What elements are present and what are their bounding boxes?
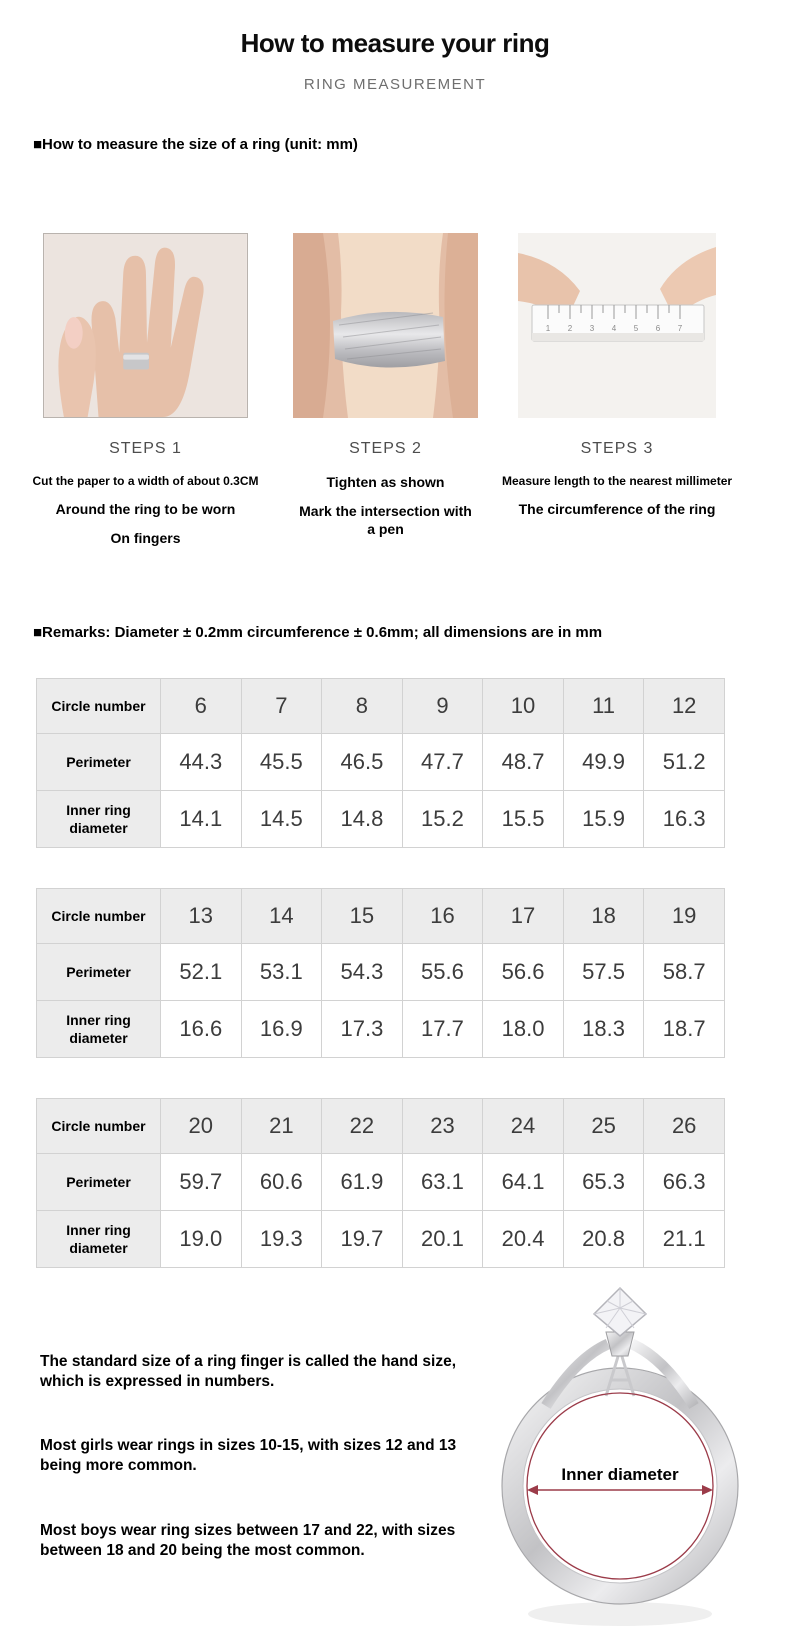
value-cell: 66.3: [644, 1154, 725, 1211]
row-label-cell: Perimeter: [37, 1154, 161, 1211]
value-cell: 18: [563, 889, 644, 944]
note-paragraph: Most boys wear ring sizes between 17 and 22, with sizes between 18 and 20 being the most common.: [40, 1521, 456, 1559]
value-cell: 53.1: [241, 944, 322, 1001]
value-cell: 15.2: [402, 791, 483, 848]
value-cell: 23: [402, 1099, 483, 1154]
value-cell: 25: [563, 1099, 644, 1154]
size-table-1: [36, 678, 725, 848]
step-caption-line: Cut the paper to a width of about 0.3CM: [32, 474, 259, 488]
value-cell: 16: [402, 889, 483, 944]
ruler-number: 3: [589, 324, 595, 333]
value-cell: 48.7: [483, 734, 564, 791]
tightened-band-closeup-photo: [293, 233, 478, 418]
value-cell: 24: [483, 1099, 564, 1154]
value-cell: 19.0: [161, 1211, 242, 1268]
value-cell: 52.1: [161, 944, 242, 1001]
value-cell: 21.1: [644, 1211, 725, 1268]
table-row: [37, 944, 725, 1001]
section-heading: ■How to measure the size of a ring (unit: mm): [33, 136, 358, 153]
value-cell: 18.0: [483, 1001, 564, 1058]
value-cell: 8: [322, 679, 403, 734]
note-paragraph: Most girls wear rings in sizes 10-15, with sizes 12 and 13 being more common.: [40, 1437, 457, 1475]
value-cell: 14.1: [161, 791, 242, 848]
value-cell: 9: [402, 679, 483, 734]
value-cell: 14.8: [322, 791, 403, 848]
value-cell: 19.3: [241, 1211, 322, 1268]
value-cell: 55.6: [402, 944, 483, 1001]
value-cell: 19: [644, 889, 725, 944]
step-caption-line: Mark the intersection with a pen: [299, 503, 472, 537]
value-cell: 17: [483, 889, 564, 944]
row-label-cell: Perimeter: [37, 734, 161, 791]
notes-section: [40, 1352, 475, 1605]
ring-diagram: [468, 1238, 772, 1632]
row-label-cell: Inner ring diameter: [37, 1001, 161, 1058]
step-caption-line: Measure length to the nearest millimeter: [501, 474, 733, 488]
step-caption-line: On fingers: [110, 530, 181, 546]
table-row: [37, 679, 725, 734]
ruler-number: 7: [677, 324, 683, 333]
measuring-with-ruler-photo: [518, 233, 716, 418]
value-cell: 61.9: [322, 1154, 403, 1211]
row-label-cell: Circle number: [37, 679, 161, 734]
paper-ring-highlight: [123, 355, 149, 360]
value-cell: 64.1: [483, 1154, 564, 1211]
value-cell: 15: [322, 889, 403, 944]
ruler-number: 4: [611, 324, 617, 333]
value-cell: 56.6: [483, 944, 564, 1001]
value-cell: 63.1: [402, 1154, 483, 1211]
value-cell: 49.9: [563, 734, 644, 791]
value-cell: 11: [563, 679, 644, 734]
value-cell: 18.3: [563, 1001, 644, 1058]
step-label: STEPS 3: [580, 440, 654, 457]
row-label-cell: Circle number: [37, 1099, 161, 1154]
value-cell: 17.7: [402, 1001, 483, 1058]
side-finger-left: [293, 233, 330, 418]
value-cell: 12: [644, 679, 725, 734]
step-label: STEPS 1: [109, 440, 182, 457]
value-cell: 19.7: [322, 1211, 403, 1268]
value-cell: 16.9: [241, 1001, 322, 1058]
row-label-cell: Inner ring diameter: [37, 1211, 161, 1268]
step-1-column: [32, 233, 259, 546]
inner-diameter-arrow: [527, 1485, 713, 1495]
table-row: [37, 889, 725, 944]
row-label-cell: Inner ring diameter: [37, 791, 161, 848]
hand-with-paper-ring-photo: [43, 233, 248, 418]
inner-diameter-circle: [527, 1393, 713, 1579]
step-caption-line: Around the ring to be worn: [55, 501, 236, 517]
value-cell: 15.5: [483, 791, 564, 848]
step-label: STEPS 2: [349, 440, 422, 457]
value-cell: 16.3: [644, 791, 725, 848]
step-2-column: [293, 233, 478, 538]
value-cell: 22: [322, 1099, 403, 1154]
step-caption-line: Tighten as shown: [326, 474, 445, 490]
row-label-cell: Circle number: [37, 889, 161, 944]
table-row: [37, 1154, 725, 1211]
ruler-number: 1: [545, 324, 551, 333]
table-row: [37, 1001, 725, 1058]
value-cell: 45.5: [241, 734, 322, 791]
step-caption-line: The circumference of the ring: [518, 501, 716, 517]
table-row: [37, 1099, 725, 1154]
value-cell: 6: [161, 679, 242, 734]
value-cell: 47.7: [402, 734, 483, 791]
value-cell: 14: [241, 889, 322, 944]
value-cell: 26: [644, 1099, 725, 1154]
size-table-2: [36, 888, 725, 1058]
inner-diameter-label: Inner diameter: [561, 1465, 679, 1484]
value-cell: 18.7: [644, 1001, 725, 1058]
ruler-shadow: [532, 333, 704, 341]
ruler-number: 5: [633, 324, 639, 333]
thumb-nail: [65, 317, 83, 349]
table-row: [37, 734, 725, 791]
page-subtitle: RING MEASUREMENT: [303, 76, 487, 93]
table-row: [37, 791, 725, 848]
ring-band: [513, 1379, 727, 1593]
ring-inner-edge: [523, 1389, 717, 1583]
value-cell: 15.9: [563, 791, 644, 848]
ruler-number: 6: [655, 324, 661, 333]
value-cell: 13: [161, 889, 242, 944]
value-cell: 58.7: [644, 944, 725, 1001]
page-title: How to measure your ring: [240, 28, 550, 58]
step-3-column: [501, 233, 733, 517]
value-cell: 20.8: [563, 1211, 644, 1268]
value-cell: 65.3: [563, 1154, 644, 1211]
value-cell: 51.2: [644, 734, 725, 791]
value-cell: 57.5: [563, 944, 644, 1001]
row-label-cell: Perimeter: [37, 944, 161, 1001]
value-cell: 20.4: [483, 1211, 564, 1268]
value-cell: 54.3: [322, 944, 403, 1001]
remarks-text: ■Remarks: Diameter ± 0.2mm circumference ± 0.6mm; all dimensions are in mm: [33, 624, 603, 641]
value-cell: 16.6: [161, 1001, 242, 1058]
value-cell: 17.3: [322, 1001, 403, 1058]
value-cell: 20: [161, 1099, 242, 1154]
value-cell: 14.5: [241, 791, 322, 848]
value-cell: 59.7: [161, 1154, 242, 1211]
value-cell: 21: [241, 1099, 322, 1154]
value-cell: 7: [241, 679, 322, 734]
note-paragraph: The standard size of a ring finger is called the hand size, which is expressed in numbers.: [40, 1353, 457, 1391]
value-cell: 60.6: [241, 1154, 322, 1211]
value-cell: 10: [483, 679, 564, 734]
size-tables: [36, 678, 725, 1308]
value-cell: 20.1: [402, 1211, 483, 1268]
side-finger-right: [444, 233, 478, 418]
ring-reflection: [528, 1602, 712, 1626]
value-cell: 46.5: [322, 734, 403, 791]
value-cell: 44.3: [161, 734, 242, 791]
ruler-number: 2: [567, 324, 573, 333]
